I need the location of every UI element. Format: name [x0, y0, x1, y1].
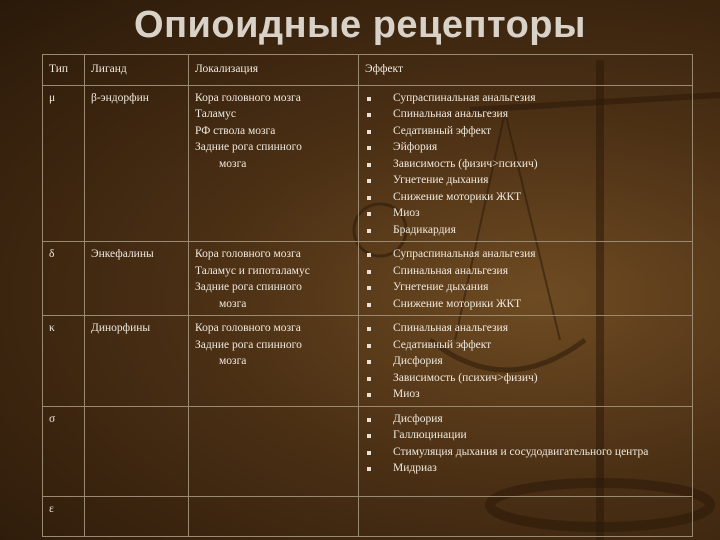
localization-line: Задние рога спинного — [195, 141, 302, 153]
localization — [189, 496, 359, 536]
header-effect: Эффект — [359, 55, 693, 86]
effect-item: Седативный эффект — [365, 123, 686, 140]
effects — [359, 242, 693, 316]
table-row — [43, 316, 693, 407]
effects — [359, 85, 693, 242]
effect-item: Галлюцинации — [365, 427, 686, 444]
receptor-type: ε — [43, 496, 85, 536]
ligand: Энкефалины — [85, 242, 189, 316]
receptor-type: σ — [43, 406, 85, 496]
receptor-type: δ — [43, 242, 85, 316]
localization — [189, 316, 359, 407]
effect-item: Супраспинальная анальгезия — [365, 246, 686, 263]
effect-item: Миоз — [365, 205, 686, 222]
localization-line: Кора головного мозга — [195, 248, 301, 260]
localization-line: Таламус — [195, 108, 236, 120]
effect-item: Снижение моторики ЖКТ — [365, 296, 686, 313]
localization-line: мозга — [219, 157, 247, 170]
receptor-type: μ — [43, 85, 85, 242]
localization-line: Таламус и гипоталамус — [195, 264, 310, 277]
effect-item: Зависимость (психич>физич) — [365, 370, 686, 387]
localization — [189, 406, 359, 496]
effect-item: Дисфория — [365, 411, 686, 428]
ligand: β-эндорфин — [85, 85, 189, 242]
localization-line: РФ ствола мозга — [195, 124, 276, 137]
header-type: Тип — [43, 55, 85, 86]
localization-line: Кора головного мозга — [195, 91, 301, 104]
opioid-receptors-table — [42, 54, 693, 537]
effect-item: Дисфория — [365, 353, 686, 370]
ligand: Динорфины — [85, 316, 189, 407]
effect-item: Мидриаз — [365, 460, 686, 477]
table-row — [43, 496, 693, 536]
effect-item: Эйфория — [365, 139, 686, 156]
effect-item: Спинальная анальгезия — [365, 320, 686, 337]
effect-item: Угнетение дыхания — [365, 279, 686, 296]
localization-line: мозга — [219, 355, 247, 367]
effect-item: Брадикардия — [365, 222, 686, 239]
table-row — [43, 85, 693, 242]
ligand — [85, 406, 189, 496]
effect-item: Седативный эффект — [365, 337, 686, 354]
localization-line: Задние рога спинного — [195, 338, 302, 351]
table-header-row — [43, 55, 693, 86]
effect-item: Спинальная анальгезия — [365, 106, 686, 123]
page-title: Опиоидные рецепторы — [134, 4, 586, 46]
effects — [359, 316, 693, 407]
effect-item: Угнетение дыхания — [365, 172, 686, 189]
effect-item: Стимуляция дыхания и сосудодвигательного центра — [365, 444, 686, 461]
effect-item: Супраспинальная анальгезия — [365, 90, 686, 107]
receptor-type: κ — [43, 316, 85, 407]
effect-item: Спинальная анальгезия — [365, 263, 686, 280]
effect-item: Зависимость (физич>психич) — [365, 156, 686, 173]
localization — [189, 85, 359, 242]
effect-item: Снижение моторики ЖКТ — [365, 189, 686, 206]
localization-line: мозга — [219, 297, 247, 310]
header-ligand: Лиганд — [85, 55, 189, 86]
localization — [189, 242, 359, 316]
effect-item: Миоз — [365, 386, 686, 403]
localization-line: Задние рога спинного — [195, 281, 302, 293]
header-localization: Локализация — [189, 55, 359, 86]
table-row — [43, 406, 693, 496]
table-row — [43, 242, 693, 316]
ligand — [85, 496, 189, 536]
effects — [359, 406, 693, 496]
localization-line: Кора головного мозга — [195, 322, 301, 334]
effects — [359, 496, 693, 536]
